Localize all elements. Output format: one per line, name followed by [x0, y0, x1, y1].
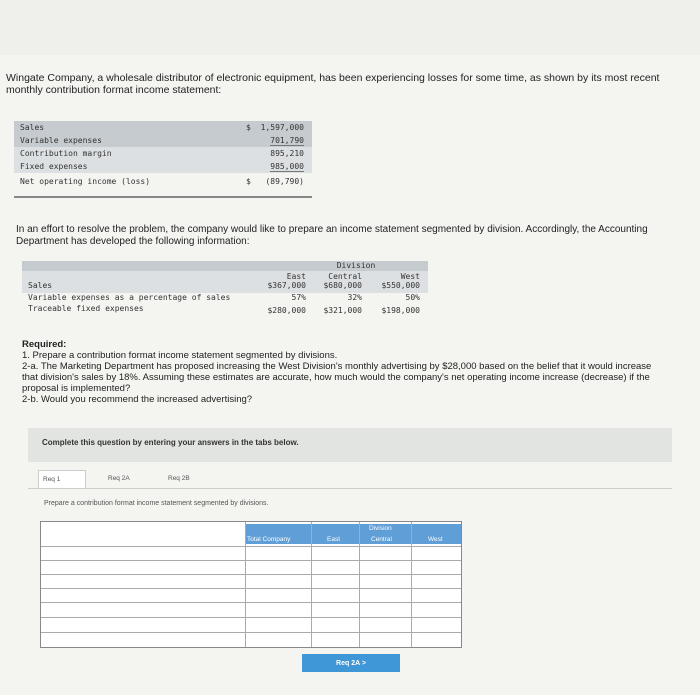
col-west: West	[428, 536, 443, 543]
row-label-traceable: Traceable fixed expenses	[28, 304, 144, 313]
cell-traceable-west: $198,000	[381, 306, 420, 315]
grid-col-line	[311, 522, 312, 647]
stmt-value: 1,597,000	[260, 123, 304, 132]
tab-req-2b[interactable]: Req 2B	[164, 470, 212, 488]
stmt-label: Sales	[20, 123, 45, 132]
stmt-value: 985,000	[270, 162, 304, 171]
col-total-company: Total Company	[247, 536, 291, 543]
context-paragraph: In an effort to resolve the problem, the company would like to prepare an income statement segmented by division. Accordingly, the Accounting Department has developed the following information:	[16, 224, 648, 247]
income-statement	[14, 118, 312, 198]
division-shade-band	[22, 271, 428, 293]
required-item-2a: 2-a. The Marketing Department has proposed increasing the West Division's monthly advertising by $28,000 based on the belief that it would increase that division's sales by 18%. Assuming these estimates are accurate, how much would the company's net operating income increase (decrease) if the proposal is implemented?	[22, 361, 652, 394]
grid-col-line	[245, 522, 246, 647]
instructions-text: Complete this question by entering your answers in the tabs below.	[42, 438, 299, 447]
col-header-west: West	[400, 272, 420, 281]
top-header-bar	[0, 0, 700, 55]
col-header-east: East	[286, 272, 306, 281]
stmt-symbol: $	[246, 177, 251, 186]
cell-sales-east: $367,000	[267, 281, 306, 290]
stmt-row-contribution	[14, 147, 312, 160]
grid-row-line	[41, 574, 461, 575]
row-label-variable-pct: Variable expenses as a percentage of sales	[28, 293, 231, 302]
stmt-label: Contribution margin	[20, 149, 112, 158]
tab-divider	[28, 488, 672, 489]
stmt-value: 895,210	[270, 149, 304, 158]
required-item-1: 1. Prepare a contribution format income statement segmented by divisions.	[22, 350, 338, 361]
cell-variable-west: 50%	[405, 293, 420, 302]
tab-req-1[interactable]: Req 1	[38, 470, 86, 488]
tab-req-2a[interactable]: Req 2A	[104, 470, 152, 488]
row-label-sales: Sales	[28, 281, 53, 290]
cell-traceable-central: $321,000	[323, 306, 362, 315]
required-section	[22, 339, 662, 405]
grid-row-line	[41, 602, 461, 603]
stmt-row-variable	[14, 134, 312, 147]
division-info-table	[22, 261, 428, 321]
question-tabs	[38, 470, 208, 488]
cell-variable-east: 57%	[291, 293, 306, 302]
required-item-2b: 2-b. Would you recommend the increased advertising?	[22, 394, 253, 405]
col-division-group: Division	[369, 525, 392, 532]
cell-sales-west: $550,000	[381, 281, 420, 290]
next-req-2a-button[interactable]: Req 2A >	[302, 654, 400, 672]
division-group-header: Division	[336, 261, 376, 270]
stmt-row-sales	[14, 121, 312, 134]
col-central: Central	[371, 536, 392, 543]
task-prompt: Prepare a contribution format income statement segmented by divisions.	[44, 500, 269, 507]
instructions-panel	[28, 428, 672, 462]
answer-grid	[40, 521, 462, 648]
stmt-label: Variable expenses	[20, 136, 102, 145]
grid-row-line	[41, 632, 461, 633]
stmt-label: Fixed expenses	[20, 162, 88, 171]
grid-row-line	[41, 560, 461, 561]
intro-text: Wingate Company, a wholesale distributor of electronic equipment, has been experiencing losses for some time, as shown by its most recent monthly contribution format income statement:	[6, 72, 660, 96]
stmt-label: Net operating income (loss)	[20, 177, 151, 186]
stmt-value: 701,790	[270, 136, 304, 145]
cell-traceable-east: $280,000	[267, 306, 306, 315]
stmt-row-net	[14, 175, 312, 188]
cell-sales-central: $680,000	[323, 281, 362, 290]
stmt-value: (89,790)	[265, 177, 304, 186]
grid-row-line	[41, 588, 461, 589]
col-east: East	[327, 536, 341, 543]
cell-variable-central: 32%	[347, 293, 362, 302]
stmt-symbol: $	[246, 123, 251, 132]
grid-col-line	[411, 522, 412, 647]
grid-row-line	[41, 546, 461, 547]
stmt-row-fixed	[14, 160, 312, 173]
required-heading: Required:	[22, 339, 67, 350]
grid-row-line	[41, 617, 461, 618]
col-header-central: Central	[328, 272, 362, 281]
grid-col-line	[359, 522, 360, 647]
